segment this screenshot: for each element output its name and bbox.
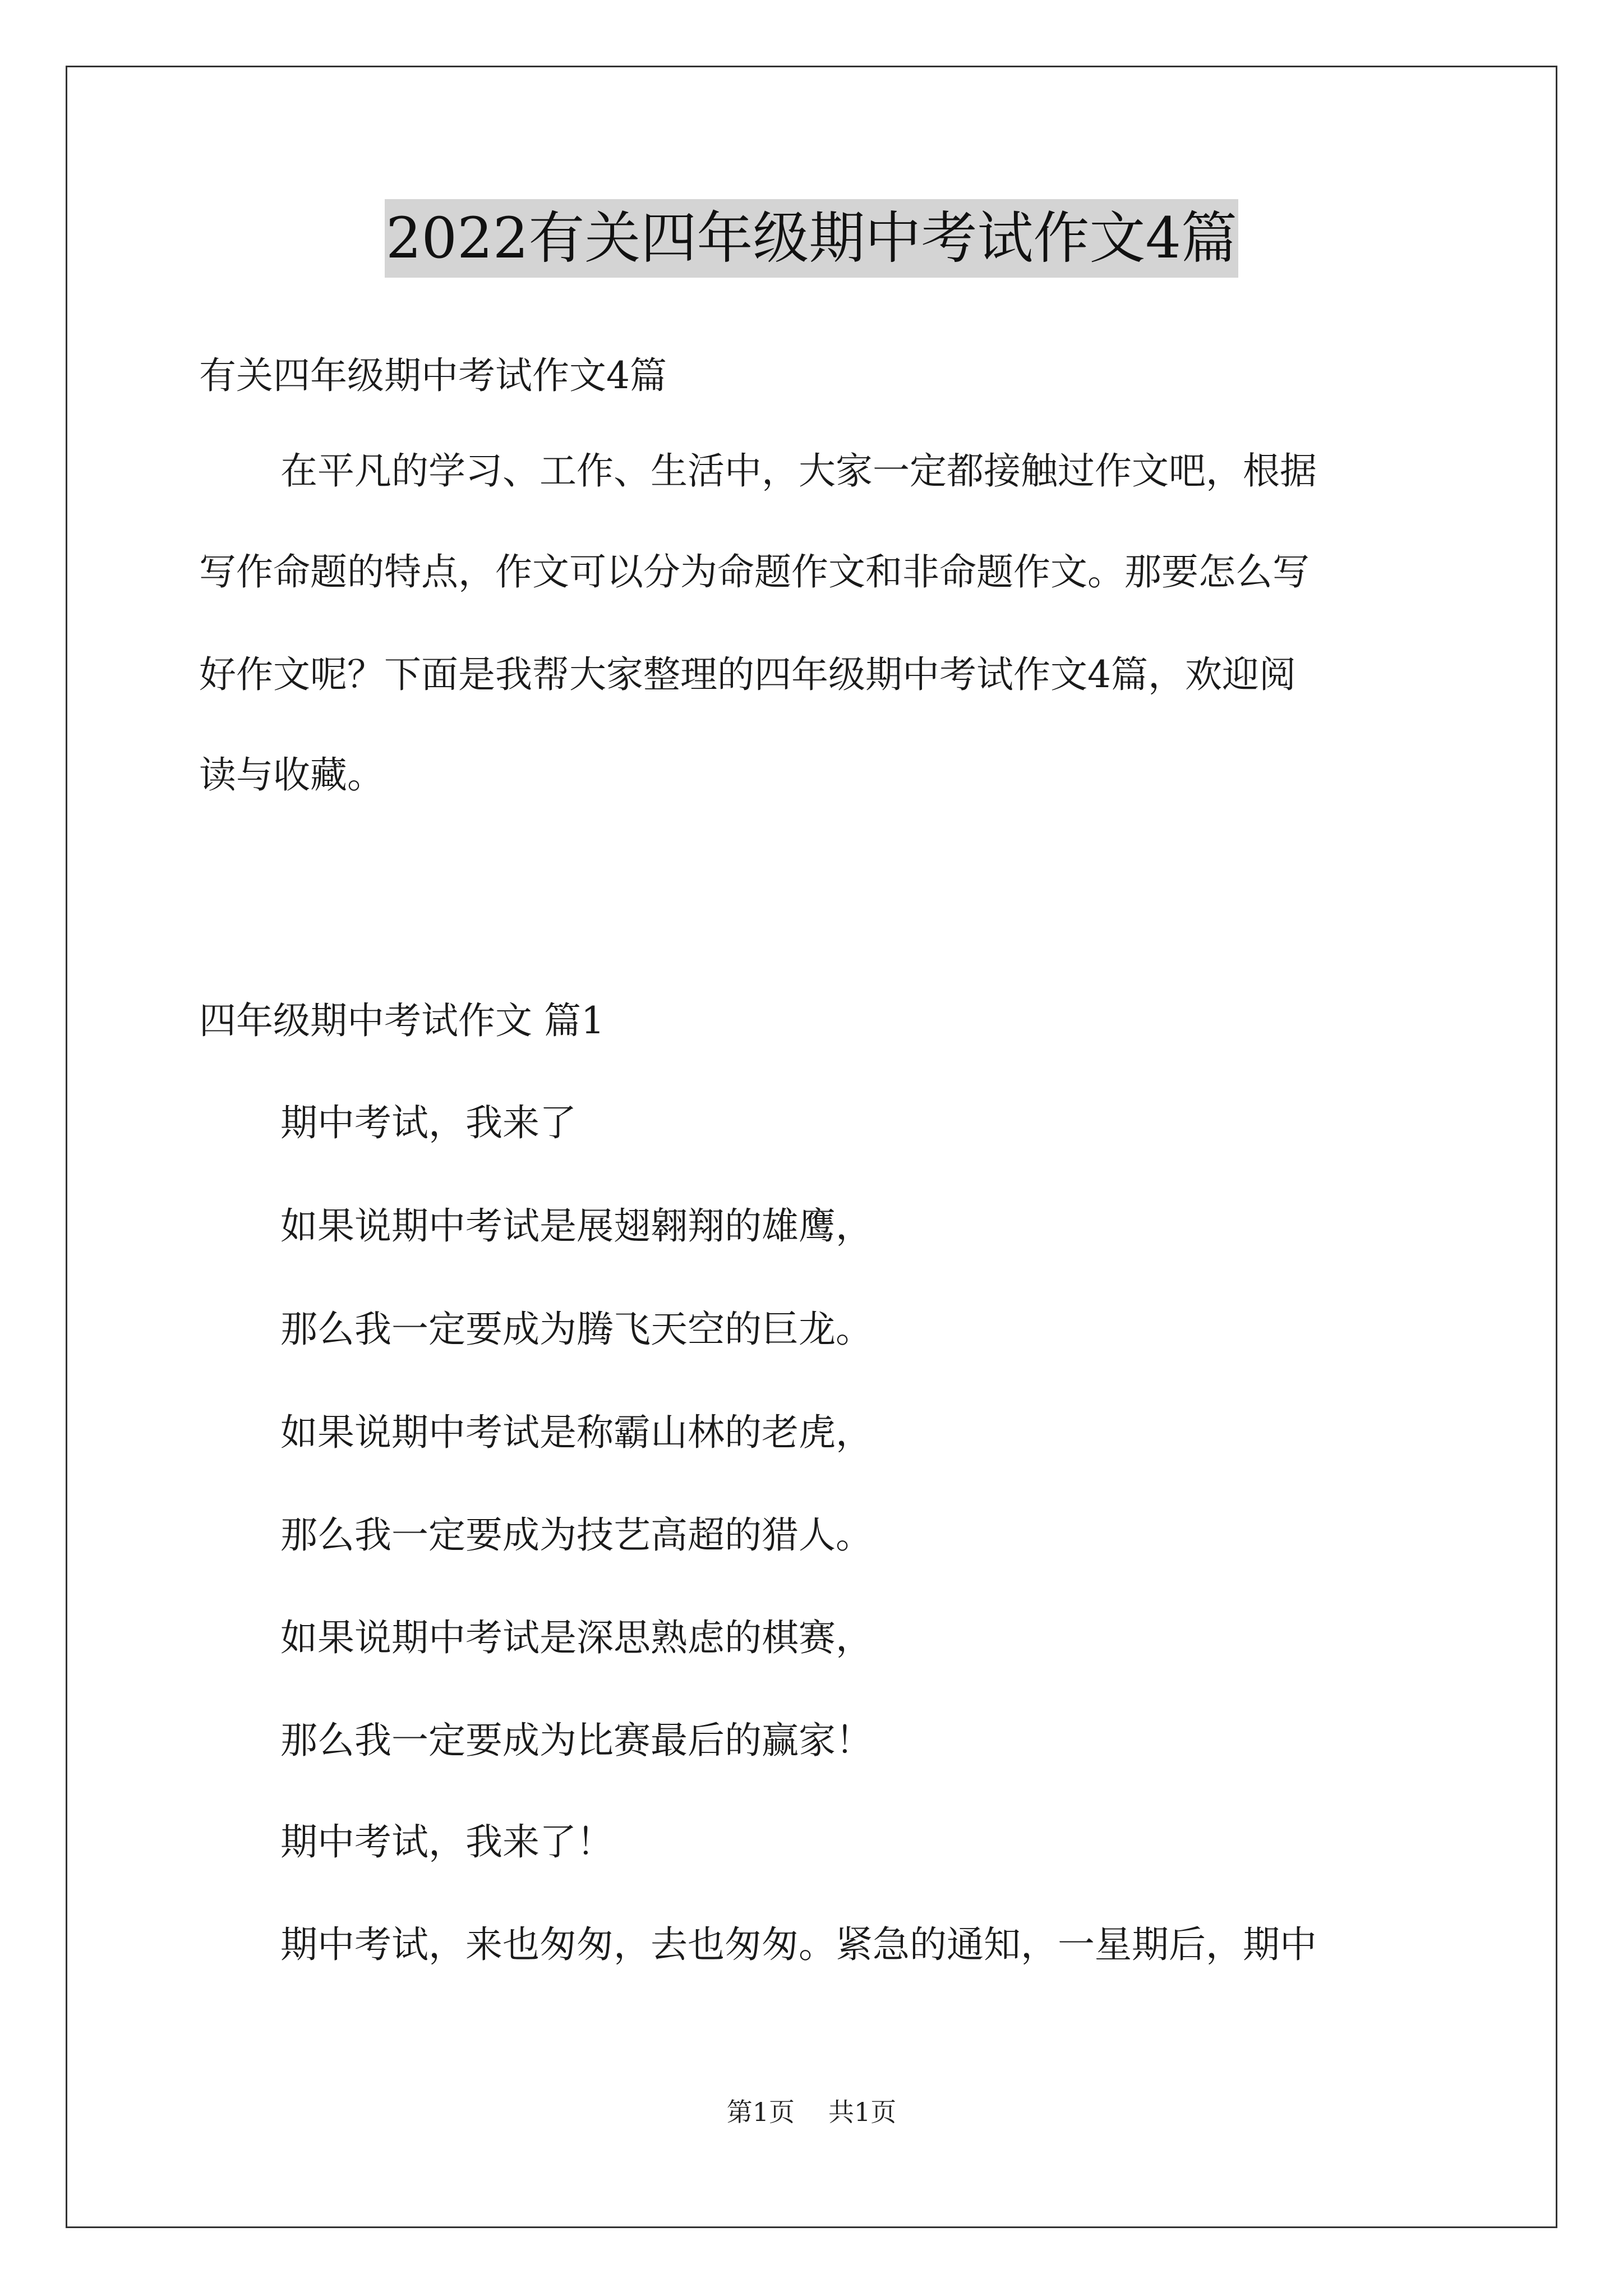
body-line-7: 那么我一定要成为比赛最后的赢家！ xyxy=(280,1719,873,1762)
page-footer xyxy=(0,2095,1623,2129)
body-line-3: 那么我一定要成为腾飞天空的巨龙。 xyxy=(280,1308,873,1351)
body-line-6: 如果说期中考试是深思熟虑的棋赛， xyxy=(280,1616,873,1659)
document-title: 2022有关四年级期中考试作文4篇 xyxy=(385,199,1238,278)
page-number-current: 第1页 xyxy=(726,2097,795,2127)
body-line-2: 如果说期中考试是展翅翱翔的雄鹰， xyxy=(280,1204,873,1248)
body-line-4: 如果说期中考试是称霸山林的老虎， xyxy=(280,1411,873,1454)
body-line-9: 期中考试，来也匆匆，去也匆匆。紧急的通知，一星期后，期中 xyxy=(280,1923,1317,1966)
body-line-5: 那么我一定要成为技艺高超的猎人。 xyxy=(280,1513,873,1557)
page-number-total: 共1页 xyxy=(828,2097,897,2127)
document-subtitle: 有关四年级期中考试作文4篇 xyxy=(199,354,667,397)
title-container xyxy=(0,199,1623,278)
body-line-1: 期中考试，我来了 xyxy=(280,1101,577,1144)
intro-line-1: 在平凡的学习、工作、生活中，大家一定都接触过作文吧，根据 xyxy=(280,449,1317,493)
intro-line-2: 写作命题的特点，作文可以分为命题作文和非命题作文。那要怎么写 xyxy=(199,550,1310,593)
intro-line-4: 读与收藏。 xyxy=(199,753,384,797)
section-heading: 四年级期中考试作文 篇1 xyxy=(199,999,605,1042)
intro-line-3: 好作文呢？下面是我帮大家整理的四年级期中考试作文4篇，欢迎阅 xyxy=(199,653,1296,696)
body-line-8: 期中考试，我来了！ xyxy=(280,1820,614,1864)
